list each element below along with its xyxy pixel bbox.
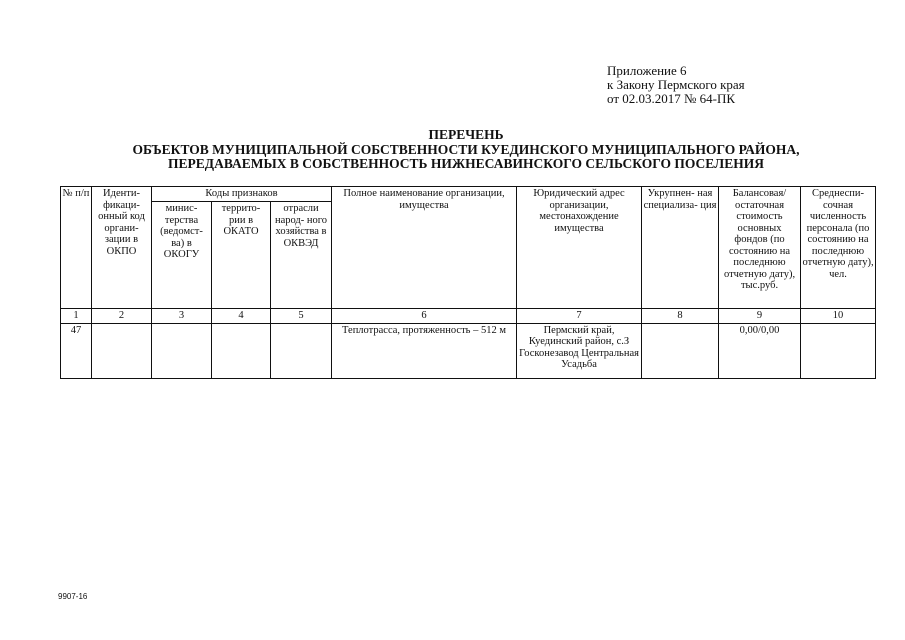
column-number: 2 xyxy=(92,309,152,324)
column-number: 3 xyxy=(152,309,212,324)
cell-staff xyxy=(801,323,876,378)
cell-okved xyxy=(271,323,332,378)
property-table xyxy=(60,186,876,379)
document-code: 9907-16 xyxy=(58,592,88,601)
header-okpo: Иденти- фикаци- онный код органи- зации в ОКПО xyxy=(92,187,152,309)
column-number: 4 xyxy=(212,309,271,324)
column-number: 6 xyxy=(332,309,517,324)
cell-balance: 0,00/0,00 xyxy=(719,323,801,378)
cell-okpo xyxy=(92,323,152,378)
column-number: 1 xyxy=(61,309,92,324)
header-balance: Балансовая/ остаточная стоимость основных фондов (по состоянию на последнюю отчетную дату), тыс.руб. xyxy=(719,187,801,309)
header-staff: Среднеспи- сочная численность персонала (по состоянию на последнюю отчетную дату), чел. xyxy=(801,187,876,309)
header-address: Юридический адрес организации, местонахождение имущества xyxy=(517,187,642,309)
column-number: 9 xyxy=(719,309,801,324)
appendix-line-3: от 02.03.2017 № 64-ПК xyxy=(607,91,736,106)
cell-name: Теплотрасса, протяженность – 512 м xyxy=(332,323,517,378)
header-okved: отрасли народ- ного хозяйства в ОКВЭД xyxy=(271,202,332,309)
appendix-line-1: Приложение 6 xyxy=(607,63,687,78)
column-number: 5 xyxy=(271,309,332,324)
header-codes-group: Коды признаков xyxy=(152,187,332,202)
appendix-line-2: к Закону Пермского края xyxy=(607,77,745,92)
document-title xyxy=(60,128,872,172)
header-okogu: минис- терства (ведомст- ва) в ОКОГУ xyxy=(152,202,212,309)
cell-address: Пермский край, Куединский район, с.З Госконезавод Центральная Усадьба xyxy=(517,323,642,378)
column-number: 8 xyxy=(642,309,719,324)
title-line-1: ПЕРЕЧЕНЬ xyxy=(428,127,504,142)
title-line-3: ПЕРЕДАВАЕМЫХ В СОБСТВЕННОСТЬ НИЖНЕСАВИНСКОГО СЕЛЬСКОГО ПОСЕЛЕНИЯ xyxy=(168,156,764,171)
cell-num: 47 xyxy=(61,323,92,378)
column-number: 7 xyxy=(517,309,642,324)
column-number: 10 xyxy=(801,309,876,324)
header-specialization: Укрупнен- ная специализа- ция xyxy=(642,187,719,309)
cell-okogu xyxy=(152,323,212,378)
header-okato: террито- рии в ОКАТО xyxy=(212,202,271,309)
column-number-row xyxy=(61,309,876,324)
header-name: Полное наименование организации, имущества xyxy=(332,187,517,309)
cell-okato xyxy=(212,323,271,378)
title-line-2: ОБЪЕКТОВ МУНИЦИПАЛЬНОЙ СОБСТВЕННОСТИ КУЕДИНСКОГО МУНИЦИПАЛЬНОГО РАЙОНА, xyxy=(132,141,800,157)
cell-specialization xyxy=(642,323,719,378)
table-row xyxy=(61,323,876,378)
appendix-note xyxy=(607,64,745,106)
header-num: № п/п xyxy=(61,187,92,309)
